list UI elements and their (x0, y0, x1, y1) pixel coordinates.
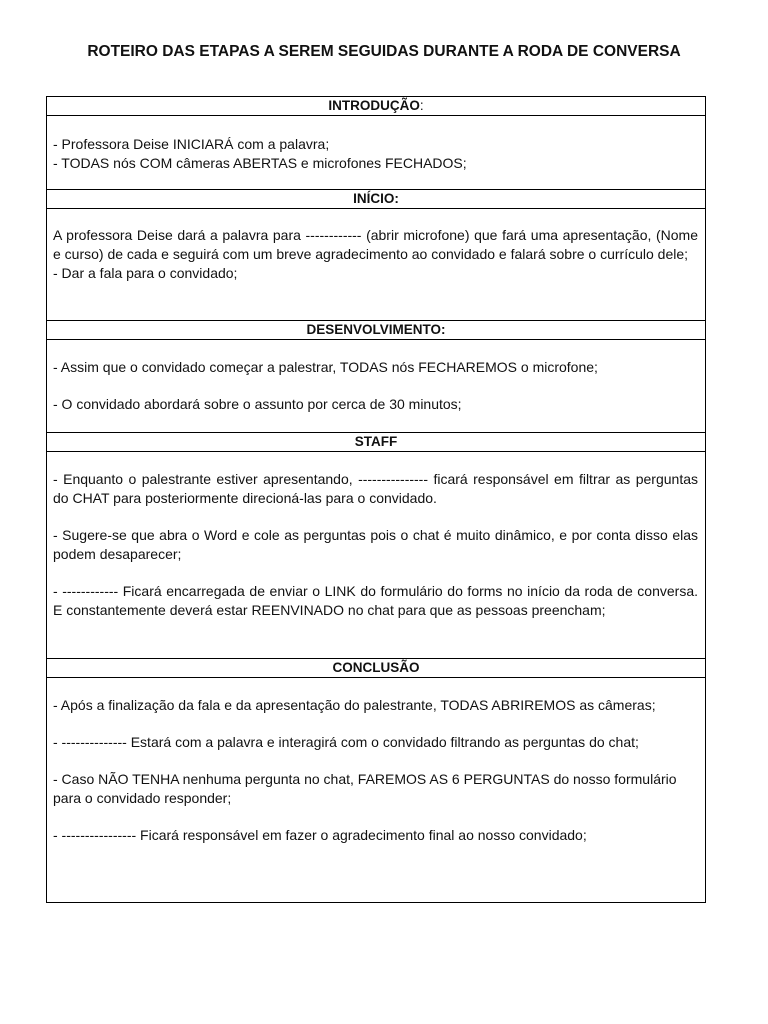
section-body-row (47, 452, 706, 659)
section-body-row (47, 678, 706, 903)
section-body-row (47, 340, 706, 433)
document-title: ROTEIRO DAS ETAPAS A SEREM SEGUIDAS DURANTE A RODA DE CONVERSA (87, 43, 681, 60)
section-body-row (47, 209, 706, 321)
body-line: - Professora Deise INICIARÁ com a palavra; (53, 136, 330, 152)
section-header-staff: STAFF (47, 433, 706, 452)
section-body-desenvolvimento (47, 340, 706, 433)
section-body-row (47, 116, 706, 190)
section-header-row (47, 321, 706, 340)
section-body-inicio (47, 209, 706, 321)
section-header-label: INTRODUÇÃO (328, 98, 420, 113)
section-header-row (47, 659, 706, 678)
section-header-colon: : (419, 98, 424, 113)
section-body-staff (47, 452, 706, 659)
section-header-row (47, 97, 706, 116)
roteiro-table (46, 96, 706, 903)
section-body-introducao (47, 116, 706, 190)
body-paragraph: - O convidado abordará sobre o assunto por cerca de 30 minutos; (53, 396, 462, 412)
body-paragraph: - Enquanto o palestrante estiver apresentando, --------------- ficará responsável em filtrar as perguntas do CHAT para posteriormente direcioná-las para o convidado. (53, 471, 698, 506)
section-header-row (47, 190, 706, 209)
body-paragraph: A professora Deise dará a palavra para ------------ (abrir microfone) que fará uma apresentação, (Nome e curso) de cada e seguirá com um breve agradecimento ao convidado e falará sobre o currículo dele; (53, 227, 698, 262)
body-paragraph: - ---------------- Ficará responsável em fazer o agradecimento final ao nosso convidado; (53, 827, 587, 843)
section-header-inicio: INÍCIO: (47, 190, 706, 209)
body-paragraph: - Caso NÃO TENHA nenhuma pergunta no chat, FAREMOS AS 6 PERGUNTAS do nosso formulário para o convidado responder; (53, 771, 677, 806)
body-paragraph: - -------------- Estará com a palavra e interagirá com o convidado filtrando as perguntas do chat; (53, 734, 639, 750)
body-line: - TODAS nós COM câmeras ABERTAS e microfones FECHADOS; (53, 155, 467, 171)
section-header-introducao (47, 97, 706, 116)
section-header-desenvolvimento: DESENVOLVIMENTO: (47, 321, 706, 340)
section-header-conclusao: CONCLUSÃO (47, 659, 706, 678)
body-paragraph: - Após a finalização da fala e da apresentação do palestrante, TODAS ABRIREMOS as câmeras; (53, 697, 656, 713)
section-body-conclusao (47, 678, 706, 903)
body-paragraph: - ------------ Ficará encarregada de enviar o LINK do formulário do forms no início da roda de conversa. E constantemente deverá estar REENVINADO no chat para que as pessoas preencham; (53, 583, 698, 618)
body-paragraph: - Assim que o convidado começar a palestrar, TODAS nós FECHAREMOS o microfone; (53, 359, 598, 375)
section-header-row (47, 433, 706, 452)
body-paragraph: - Sugere-se que abra o Word e cole as perguntas pois o chat é muito dinâmico, e por conta disso elas podem desaparecer; (53, 527, 698, 562)
body-paragraph: - Dar a fala para o convidado; (53, 265, 238, 281)
